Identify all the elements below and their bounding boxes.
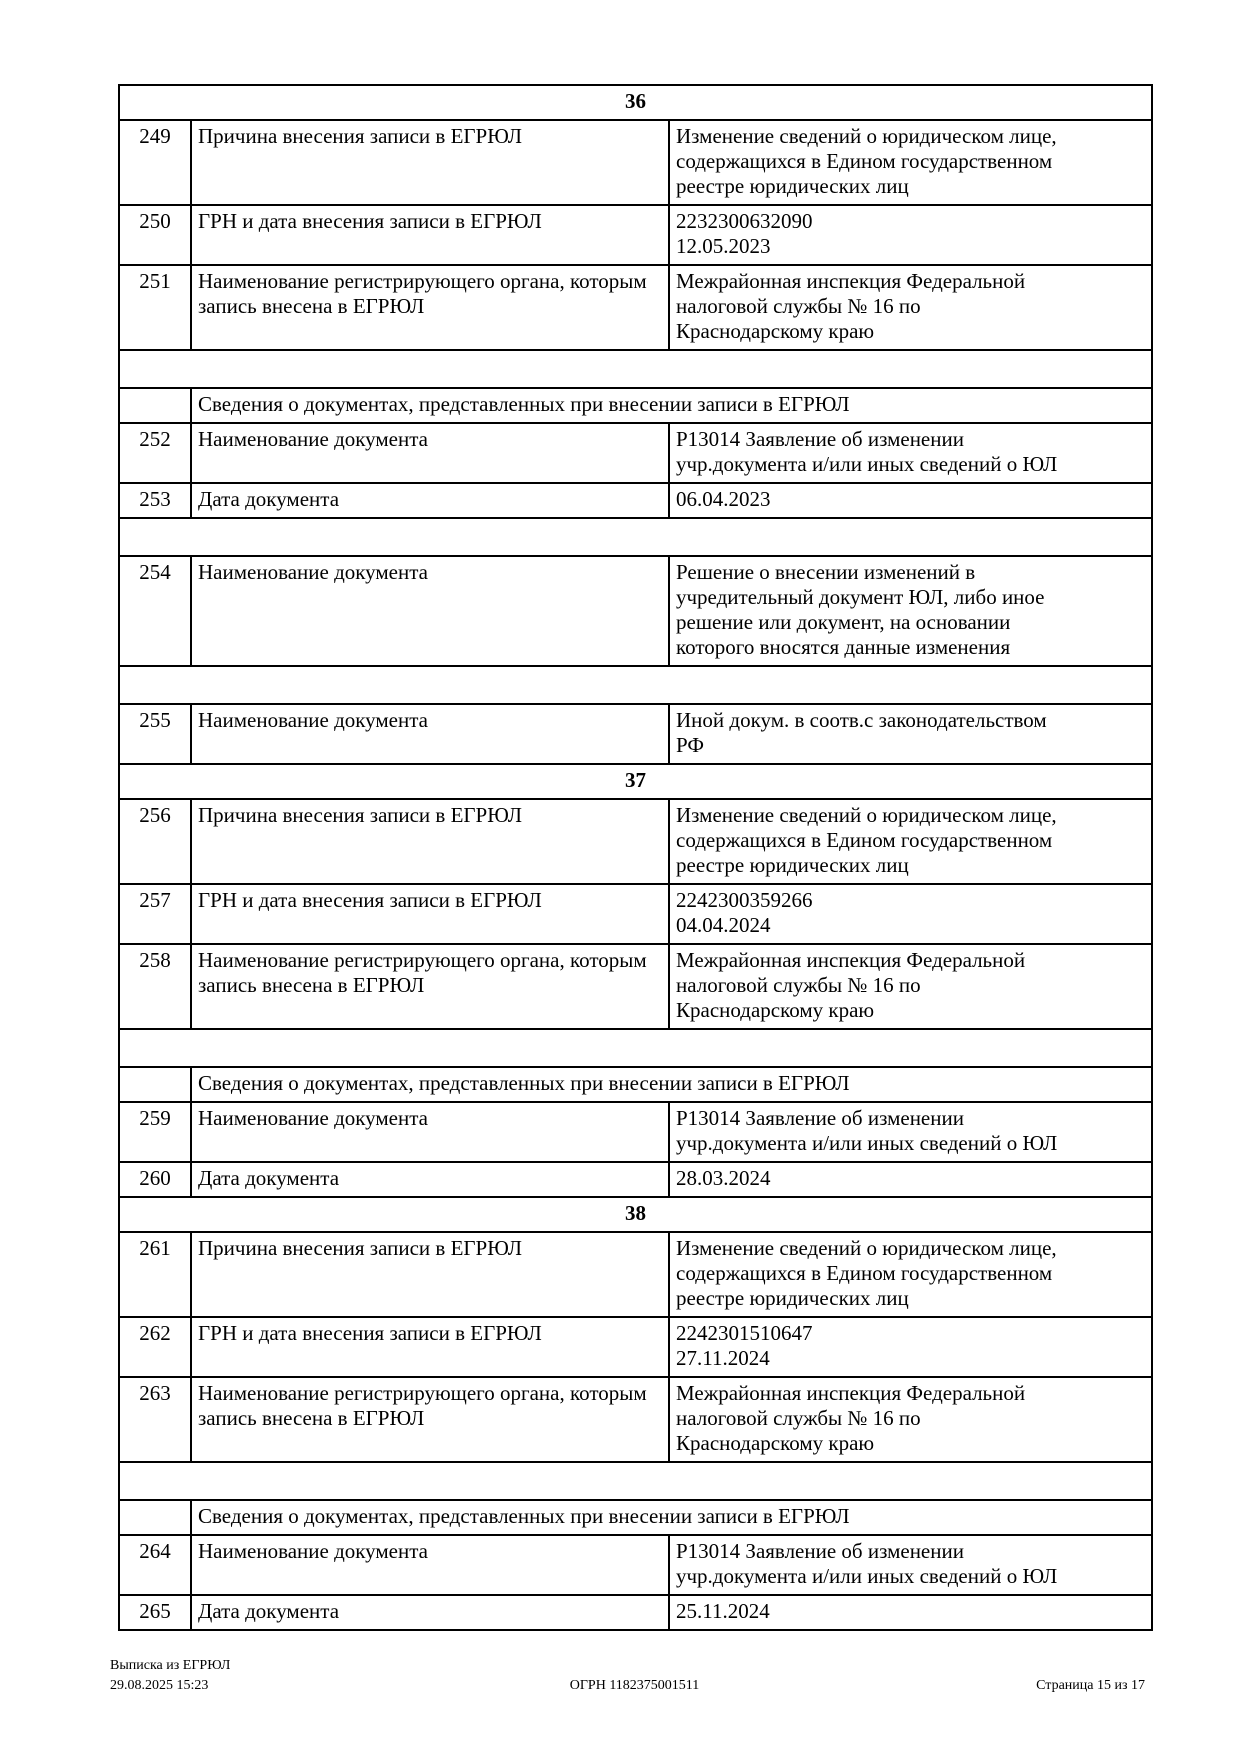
table-row (119, 1162, 1152, 1197)
value-line: 2232300632090 (676, 209, 813, 233)
value-line: 28.03.2024 (676, 1166, 771, 1190)
table-row (119, 120, 1152, 205)
row-value-cell (669, 483, 1152, 518)
row-number-cell: 260 (119, 1162, 191, 1197)
value-line: реестре юридических лиц (676, 1286, 909, 1310)
row-label-cell: ГРН и дата внесения записи в ЕГРЮЛ (191, 205, 669, 265)
row-label-cell: Дата документа (191, 1162, 669, 1197)
row-number-cell: 256 (119, 799, 191, 884)
row-value-cell (669, 120, 1152, 205)
row-value-cell (669, 944, 1152, 1029)
row-label-cell: Дата документа (191, 1595, 669, 1630)
section-number: 38 (119, 1197, 1152, 1232)
value-line: реестре юридических лиц (676, 853, 909, 877)
value-line: налоговой службы № 16 по (676, 294, 921, 318)
table-row (119, 704, 1152, 764)
value-line: Краснодарскому краю (676, 319, 875, 343)
value-line: Иной докум. в соотв.с законодательством (676, 708, 1047, 732)
table-row (119, 265, 1152, 350)
row-number-cell: 264 (119, 1535, 191, 1595)
table-row (119, 205, 1152, 265)
docs-header-row (119, 1500, 1152, 1535)
value-line: учр.документа и/или иных сведений о ЮЛ (676, 452, 1058, 476)
table-row (119, 884, 1152, 944)
row-number-cell (119, 388, 191, 423)
spacer-row (119, 1029, 1152, 1067)
value-line: 04.04.2024 (676, 913, 771, 937)
row-value-cell (669, 1595, 1152, 1630)
row-label-cell: Наименование документа (191, 1535, 669, 1595)
value-line: 06.04.2023 (676, 487, 771, 511)
row-label-cell: ГРН и дата внесения записи в ЕГРЮЛ (191, 884, 669, 944)
docs-header-row (119, 1067, 1152, 1102)
row-number-cell: 262 (119, 1317, 191, 1377)
row-value-cell (669, 205, 1152, 265)
footer-ogrn: ОГРН 1182375001511 (569, 1678, 700, 1693)
table-row (119, 799, 1152, 884)
value-line: 2242300359266 (676, 888, 813, 912)
row-number-cell: 261 (119, 1232, 191, 1317)
table-row (119, 1535, 1152, 1595)
spacer-cell (119, 518, 1152, 556)
row-number-cell (119, 1067, 191, 1102)
egrul-records-table (118, 84, 1153, 1631)
row-value-cell (669, 799, 1152, 884)
value-line: Изменение сведений о юридическом лице, (676, 803, 1057, 827)
value-line: Р13014 Заявление об изменении (676, 1106, 964, 1130)
section-header-row (119, 1197, 1152, 1232)
row-value-cell (669, 1102, 1152, 1162)
row-value-cell (669, 1317, 1152, 1377)
row-label-cell: Причина внесения записи в ЕГРЮЛ (191, 120, 669, 205)
row-number-cell: 265 (119, 1595, 191, 1630)
row-label-cell: Причина внесения записи в ЕГРЮЛ (191, 1232, 669, 1317)
table-row (119, 944, 1152, 1029)
row-value-cell (669, 884, 1152, 944)
row-number-cell: 263 (119, 1377, 191, 1462)
row-label-cell: Наименование регистрирующего органа, которым запись внесена в ЕГРЮЛ (191, 265, 669, 350)
value-line: 2242301510647 (676, 1321, 813, 1345)
table-row (119, 1595, 1152, 1630)
value-line: Краснодарскому краю (676, 1431, 875, 1455)
row-value-cell (669, 556, 1152, 666)
row-value-cell (669, 1162, 1152, 1197)
table-row (119, 1317, 1152, 1377)
value-line: Изменение сведений о юридическом лице, (676, 124, 1057, 148)
row-number-cell: 258 (119, 944, 191, 1029)
spacer-row (119, 518, 1152, 556)
value-line: учр.документа и/или иных сведений о ЮЛ (676, 1131, 1058, 1155)
section-header-row (119, 764, 1152, 799)
row-number-cell: 257 (119, 884, 191, 944)
section-header-row (119, 85, 1152, 120)
value-line: Р13014 Заявление об изменении (676, 427, 964, 451)
value-line: учредительный документ ЮЛ, либо иное (676, 585, 1045, 609)
value-line: реестре юридических лиц (676, 174, 909, 198)
value-line: Межрайонная инспекция Федеральной (676, 1381, 1026, 1405)
row-label-cell: Наименование регистрирующего органа, которым запись внесена в ЕГРЮЛ (191, 1377, 669, 1462)
row-number-cell: 259 (119, 1102, 191, 1162)
table-row (119, 1377, 1152, 1462)
row-number-cell: 250 (119, 205, 191, 265)
spacer-cell (119, 1462, 1152, 1500)
row-number-cell (119, 1500, 191, 1535)
table-row (119, 1232, 1152, 1317)
value-line: Изменение сведений о юридическом лице, (676, 1236, 1057, 1260)
table-row (119, 483, 1152, 518)
spacer-cell (119, 1029, 1152, 1067)
footer-page-number: Страница 15 из 17 (1036, 1678, 1145, 1693)
row-label-cell: Дата документа (191, 483, 669, 518)
egrul-table-body (119, 85, 1152, 1630)
value-line: Р13014 Заявление об изменении (676, 1539, 964, 1563)
row-value-cell (669, 704, 1152, 764)
value-line: 12.05.2023 (676, 234, 771, 258)
table-row (119, 556, 1152, 666)
footer-doc-type: Выписка из ЕГРЮЛ (110, 1658, 231, 1673)
row-value-cell (669, 265, 1152, 350)
row-number-cell: 249 (119, 120, 191, 205)
row-value-cell (669, 1535, 1152, 1595)
value-line: учр.документа и/или иных сведений о ЮЛ (676, 1564, 1058, 1588)
section-number: 36 (119, 85, 1152, 120)
row-number-cell: 254 (119, 556, 191, 666)
row-number-cell: 251 (119, 265, 191, 350)
docs-header-cell: Сведения о документах, представленных при внесении записи в ЕГРЮЛ (191, 388, 1152, 423)
value-line: 25.11.2024 (676, 1599, 770, 1623)
footer-datetime: 29.08.2025 15:23 (110, 1678, 209, 1693)
value-line: решение или документ, на основании (676, 610, 1011, 634)
value-line: Решение о внесении изменений в (676, 560, 976, 584)
value-line: Межрайонная инспекция Федеральной (676, 948, 1026, 972)
value-line: 27.11.2024 (676, 1346, 770, 1370)
table-row (119, 423, 1152, 483)
spacer-row (119, 1462, 1152, 1500)
value-line: Межрайонная инспекция Федеральной (676, 269, 1026, 293)
value-line: которого вносятся данные изменения (676, 635, 1011, 659)
value-line: налоговой службы № 16 по (676, 973, 921, 997)
row-label-cell: Причина внесения записи в ЕГРЮЛ (191, 799, 669, 884)
table-row (119, 1102, 1152, 1162)
row-label-cell: Наименование документа (191, 423, 669, 483)
row-number-cell: 255 (119, 704, 191, 764)
docs-header-row (119, 388, 1152, 423)
docs-header-cell: Сведения о документах, представленных при внесении записи в ЕГРЮЛ (191, 1067, 1152, 1102)
value-line: Краснодарскому краю (676, 998, 875, 1022)
row-label-cell: Наименование документа (191, 556, 669, 666)
row-label-cell: ГРН и дата внесения записи в ЕГРЮЛ (191, 1317, 669, 1377)
value-line: содержащихся в Едином государственном (676, 1261, 1053, 1285)
spacer-row (119, 666, 1152, 704)
spacer-row (119, 350, 1152, 388)
value-line: содержащихся в Едином государственном (676, 149, 1053, 173)
row-label-cell: Наименование документа (191, 1102, 669, 1162)
spacer-cell (119, 666, 1152, 704)
row-label-cell: Наименование документа (191, 704, 669, 764)
row-value-cell (669, 1232, 1152, 1317)
value-line: налоговой службы № 16 по (676, 1406, 921, 1430)
spacer-cell (119, 350, 1152, 388)
row-number-cell: 253 (119, 483, 191, 518)
row-value-cell (669, 423, 1152, 483)
value-line: РФ (676, 733, 704, 757)
row-value-cell (669, 1377, 1152, 1462)
docs-header-cell: Сведения о документах, представленных при внесении записи в ЕГРЮЛ (191, 1500, 1152, 1535)
row-label-cell: Наименование регистрирующего органа, которым запись внесена в ЕГРЮЛ (191, 944, 669, 1029)
value-line: содержащихся в Едином государственном (676, 828, 1053, 852)
section-number: 37 (119, 764, 1152, 799)
row-number-cell: 252 (119, 423, 191, 483)
